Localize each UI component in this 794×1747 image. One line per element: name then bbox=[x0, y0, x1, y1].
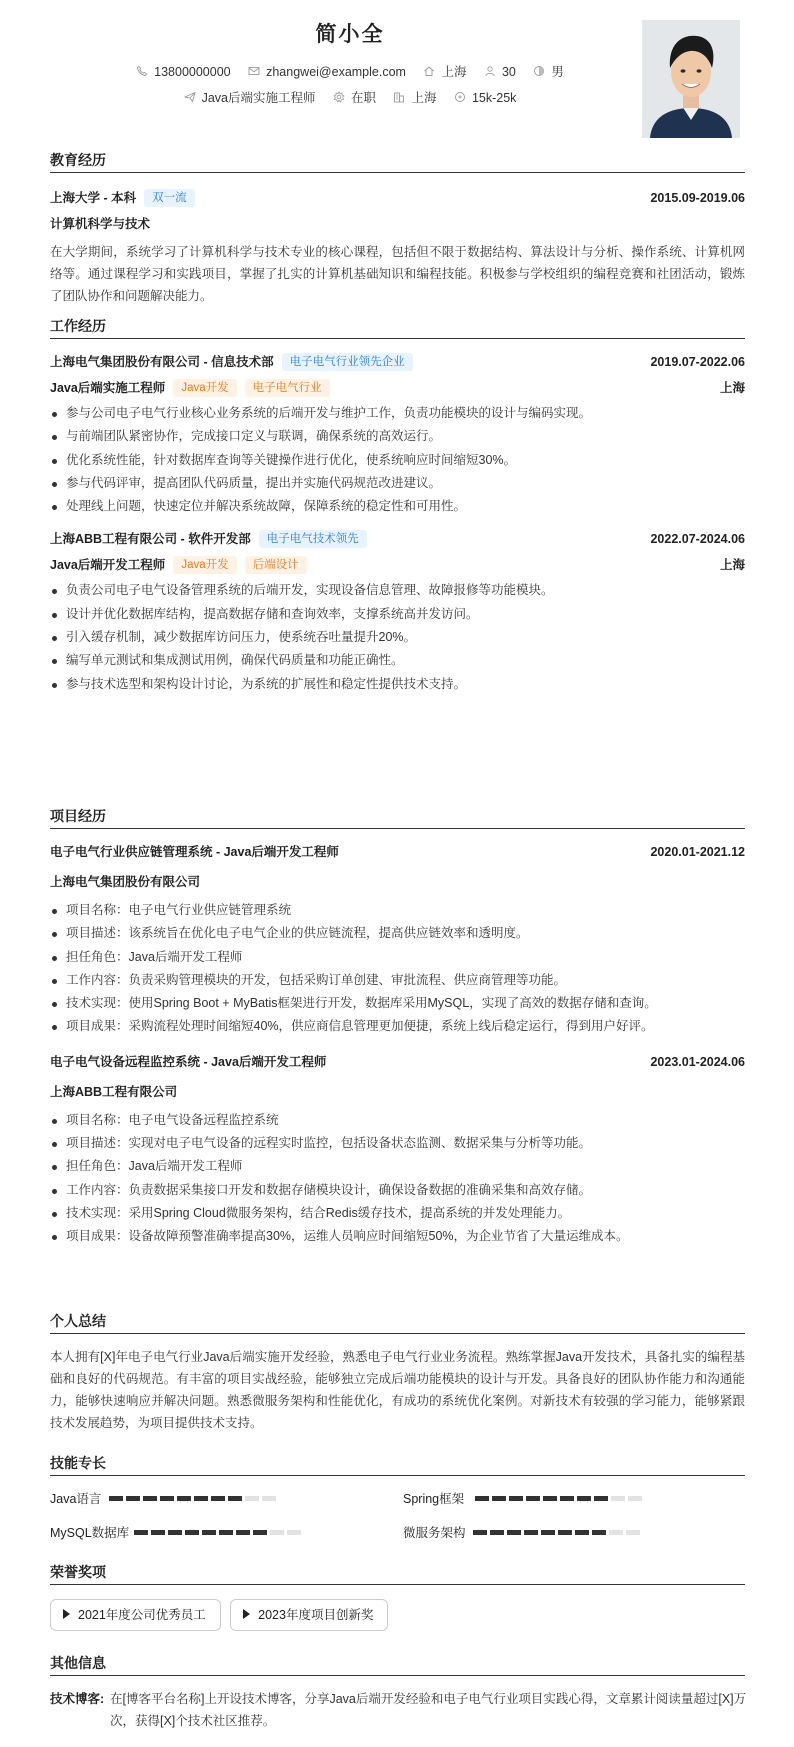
job-role-row bbox=[50, 552, 745, 578]
major-row bbox=[50, 211, 745, 237]
skill-level-segment bbox=[270, 1530, 284, 1535]
major: 计算机科学与技术 bbox=[50, 217, 151, 231]
section-title: 项目经历 bbox=[50, 806, 745, 829]
job-header bbox=[50, 526, 745, 552]
skill-level-segment bbox=[143, 1496, 157, 1501]
project-bullets bbox=[50, 899, 745, 1039]
skill-level-segment bbox=[492, 1496, 506, 1501]
skill-level-segment bbox=[194, 1496, 208, 1501]
list-item: 项目描述：实现对电子电气设备的远程实时监控，包括设备状态监测、数据采集与分析等功能。 bbox=[50, 1132, 745, 1155]
list-item: 参与代码评审，提高团队代码质量，提出并实施代码规范改进建议。 bbox=[50, 472, 745, 495]
section-title: 个人总结 bbox=[50, 1311, 745, 1334]
skill-level-segment bbox=[168, 1530, 182, 1535]
play-icon bbox=[63, 1609, 70, 1619]
job-intent-row bbox=[50, 88, 650, 106]
skill-level-segment bbox=[202, 1530, 216, 1535]
user-icon bbox=[484, 65, 496, 77]
list-item: 项目成果：采购流程处理时间缩短40%，供应商信息管理更加便捷，系统上线后稳定运行，得到用户好评。 bbox=[50, 1015, 745, 1038]
skill-tag: Java开发 bbox=[173, 379, 236, 397]
position-item: Java后端实施工程师 bbox=[184, 88, 316, 106]
mail-icon bbox=[248, 65, 260, 77]
salary-item: 15k-25k bbox=[454, 91, 516, 105]
other-text-line: 在[博客平台名称]上开设技术博客，分享Java后端开发经验和电子电气行业项目实践心得，文章累计阅读量超过[X]万 bbox=[110, 1692, 747, 1706]
summary-text: 本人拥有[X]年电子电气行业Java后端实施开发经验，熟悉电子电气行业业务流程。熟练掌握Java开发技术，具备扎实的编程基础和良好的代码规范。有丰富的项目实战经验，能够独立完成后端功能模块的设计与开发。具备良好的团队协作能力和沟通能力，能够快速响应并解决问题。熟悉微服务架构和性能优化，有成功的系统优化案例。对新技术有较强的学习能力，能够紧跟技术发展趋势，为项目提供技术支持。 bbox=[50, 1350, 745, 1430]
list-item: 处理线上问题，快速定位并解决系统故障，保障系统的稳定性和可用性。 bbox=[50, 495, 745, 518]
skill-level-segment bbox=[509, 1496, 523, 1501]
job-header bbox=[50, 349, 745, 375]
list-item: 担任角色：Java后端开发工程师 bbox=[50, 946, 745, 969]
education-description: 在大学期间，系统学习了计算机科学与技术专业的核心课程，包括但不限于数据结构、算法设计与分析、操作系统、计算机网络等。通过课程学习和实践项目，掌握了扎实的计算机基础知识和编程技能。积极参与学校组织的编程竞赛和社团活动，锻炼了团队协作和问题解决能力。 bbox=[50, 245, 745, 303]
skill-tag: 后端设计 bbox=[245, 556, 307, 574]
honors-section bbox=[50, 1562, 745, 1631]
skill-level-segment bbox=[151, 1530, 165, 1535]
gender-item: 男 bbox=[533, 62, 564, 80]
skill-level-segment bbox=[490, 1530, 504, 1535]
list-item: 项目名称：电子电气设备远程监控系统 bbox=[50, 1109, 745, 1132]
resume-header bbox=[50, 16, 740, 141]
project-period: 2023.01-2024.06 bbox=[650, 1054, 745, 1069]
list-item: 项目名称：电子电气行业供应链管理系统 bbox=[50, 899, 745, 922]
project-name: 电子电气设备远程监控系统 - Java后端开发工程师 bbox=[50, 1054, 327, 1069]
skill-level-segment bbox=[245, 1496, 259, 1501]
project-company-row bbox=[50, 869, 745, 895]
skill-level-segment bbox=[185, 1530, 199, 1535]
job-role-row bbox=[50, 375, 745, 401]
project-company-row bbox=[50, 1079, 745, 1105]
skill-level-segment bbox=[575, 1530, 589, 1535]
skill-level-bar bbox=[134, 1530, 304, 1550]
play-icon bbox=[243, 1609, 250, 1619]
project-company: 上海电气集团股份有限公司 bbox=[50, 875, 201, 889]
job-period: 2019.07-2022.06 bbox=[650, 355, 745, 369]
status-item: 在职 bbox=[333, 88, 376, 106]
honors-list bbox=[50, 1599, 745, 1631]
project-header bbox=[50, 1049, 745, 1075]
job-bullets bbox=[50, 402, 745, 518]
job-role: Java后端开发工程师 bbox=[50, 558, 166, 573]
skill-item bbox=[403, 1523, 743, 1543]
list-item: 编写单元测试和集成测试用例，确保代码质量和功能正确性。 bbox=[50, 649, 745, 672]
skill-level-segment bbox=[287, 1530, 301, 1535]
job-role: Java后端实施工程师 bbox=[50, 381, 166, 395]
skill-level-segment bbox=[177, 1496, 191, 1501]
skill-level-segment bbox=[541, 1530, 555, 1535]
skills-section bbox=[50, 1453, 745, 1543]
list-item: 项目成果：设备故障预警准确率提高30%，运维人员响应时间缩短50%，为企业节省了大量运维成本。 bbox=[50, 1225, 745, 1248]
section-title: 技能专长 bbox=[50, 1453, 745, 1476]
job-period: 2022.07-2024.06 bbox=[650, 532, 745, 547]
skill-level-segment bbox=[594, 1496, 608, 1501]
other-info bbox=[50, 1688, 745, 1732]
project-header bbox=[50, 839, 745, 865]
skill-level-segment bbox=[592, 1530, 606, 1535]
target-city-item: 上海 bbox=[393, 88, 436, 106]
job-location: 上海 bbox=[719, 381, 745, 395]
list-item: 参与技术选型和架构设计讨论，为系统的扩展性和稳定性提供技术支持。 bbox=[50, 673, 745, 696]
phone-icon bbox=[136, 65, 148, 77]
skill-item bbox=[403, 1489, 743, 1509]
list-item: 引入缓存机制，减少数据库访问压力，使系统吞吐量提升20%。 bbox=[50, 626, 745, 649]
skill-level-segment bbox=[109, 1496, 123, 1501]
education-period: 2015.09-2019.06 bbox=[650, 191, 745, 205]
skill-level-segment bbox=[219, 1530, 233, 1535]
skill-level-segment bbox=[626, 1530, 640, 1535]
skill-item bbox=[50, 1523, 390, 1543]
home-icon bbox=[423, 65, 435, 77]
company-tag: 电子电气技术领先 bbox=[259, 530, 367, 548]
list-item: 与前端团队紧密协作，完成接口定义与联调，确保系统的高效运行。 bbox=[50, 425, 745, 448]
skill-level-segment bbox=[262, 1496, 276, 1501]
skill-level-segment bbox=[560, 1496, 574, 1501]
skill-level-segment bbox=[236, 1530, 250, 1535]
list-item: 负责公司电子电气设备管理系统的后端开发，实现设备信息管理、故障报修等功能模块。 bbox=[50, 579, 745, 602]
skill-level-segment bbox=[228, 1496, 242, 1501]
skill-level-segment bbox=[473, 1530, 487, 1535]
company-name: 上海电气集团股份有限公司 - 信息技术部 bbox=[50, 355, 274, 369]
skill-tag: Java开发 bbox=[173, 556, 236, 574]
skill-level-segment bbox=[609, 1530, 623, 1535]
skill-tag: 电子电气行业 bbox=[245, 379, 330, 397]
project-period: 2020.01-2021.12 bbox=[650, 845, 745, 859]
summary-section bbox=[50, 1311, 745, 1434]
skill-item bbox=[50, 1489, 390, 1509]
profile-photo bbox=[642, 20, 740, 138]
honor-item[interactable]: 2021年度公司优秀员工 bbox=[50, 1599, 221, 1631]
skill-level-bar bbox=[475, 1496, 645, 1516]
send-icon bbox=[184, 91, 196, 103]
other-section bbox=[50, 1653, 745, 1732]
section-title: 工作经历 bbox=[50, 316, 745, 339]
skill-level-segment bbox=[524, 1530, 538, 1535]
list-item: 项目描述：该系统旨在优化电子电气企业的供应链流程，提高供应链效率和透明度。 bbox=[50, 922, 745, 945]
skill-level-segment bbox=[134, 1530, 148, 1535]
list-item: 技术实现：采用Spring Cloud微服务架构，结合Redis缓存技术，提高系统的并发处理能力。 bbox=[50, 1202, 745, 1225]
company-name: 上海ABB工程有限公司 - 软件开发部 bbox=[50, 532, 251, 547]
email-item[interactable]: zhangwei@example.com bbox=[248, 65, 406, 79]
list-item: 担任角色：Java后端开发工程师 bbox=[50, 1155, 745, 1178]
skill-level-bar bbox=[473, 1530, 643, 1550]
skill-level-segment bbox=[611, 1496, 625, 1501]
work-section bbox=[50, 316, 745, 696]
other-label: 技术博客: bbox=[50, 1692, 105, 1706]
honor-item[interactable]: 2023年度项目创新奖 bbox=[230, 1599, 388, 1631]
gender-icon bbox=[533, 65, 545, 77]
skill-level-segment bbox=[253, 1530, 267, 1535]
section-title: 荣誉奖项 bbox=[50, 1562, 745, 1585]
skill-level-segment bbox=[475, 1496, 489, 1501]
education-section bbox=[50, 150, 745, 307]
phone-item: 13800000000 bbox=[136, 65, 230, 79]
job-location: 上海 bbox=[719, 558, 745, 573]
list-item: 工作内容：负责采购管理模块的开发，包括采购订单创建、审批流程、供应商管理等功能。 bbox=[50, 969, 745, 992]
skill-level-segment bbox=[211, 1496, 225, 1501]
section-title: 教育经历 bbox=[50, 150, 745, 173]
job-bullets bbox=[50, 579, 745, 695]
list-item: 技术实现：使用Spring Boot + MyBatis框架进行开发，数据库采用MySQL，实现了高效的数据存储和查询。 bbox=[50, 992, 745, 1015]
skill-level-segment bbox=[628, 1496, 642, 1501]
skill-name: Spring框架 bbox=[403, 1492, 465, 1506]
skill-level-segment bbox=[543, 1496, 557, 1501]
age-item: 30 bbox=[484, 65, 516, 79]
list-item: 优化系统性能，针对数据库查询等关键操作进行优化，使系统响应时间缩短30%。 bbox=[50, 449, 745, 472]
education-header bbox=[50, 185, 745, 211]
skill-level-bar bbox=[109, 1496, 279, 1516]
skill-name: 微服务架构 bbox=[403, 1526, 466, 1540]
section-title: 其他信息 bbox=[50, 1653, 745, 1676]
list-item: 工作内容：负责数据采集接口开发和数据存储模块设计，确保设备数据的准确采集和高效存储。 bbox=[50, 1179, 745, 1202]
skill-level-segment bbox=[558, 1530, 572, 1535]
skill-level-segment bbox=[577, 1496, 591, 1501]
gear-icon bbox=[333, 91, 345, 103]
list-item: 设计并优化数据库结构，提高数据存储和查询效率，支撑系统高并发访问。 bbox=[50, 603, 745, 626]
project-bullets bbox=[50, 1109, 745, 1249]
skill-level-segment bbox=[507, 1530, 521, 1535]
project-name: 电子电气行业供应链管理系统 - Java后端开发工程师 bbox=[50, 845, 339, 859]
building-icon bbox=[393, 91, 405, 103]
company-tag: 电子电气行业领先企业 bbox=[282, 353, 413, 371]
contact-row bbox=[50, 62, 650, 80]
project-company: 上海ABB工程有限公司 bbox=[50, 1084, 178, 1099]
school-tag: 双一流 bbox=[144, 189, 195, 207]
skill-level-segment bbox=[126, 1496, 140, 1501]
other-text-line: 次，获得[X]个技术社区推荐。 bbox=[110, 1714, 276, 1728]
school-name: 上海大学 - 本科 bbox=[50, 191, 137, 205]
skill-level-segment bbox=[160, 1496, 174, 1501]
coin-icon bbox=[454, 91, 466, 103]
candidate-name: 简小全 bbox=[315, 23, 385, 46]
city-item: 上海 bbox=[423, 62, 466, 80]
skill-name: Java语言 bbox=[50, 1492, 102, 1506]
skill-name: MySQL数据库 bbox=[50, 1526, 130, 1540]
skill-level-segment bbox=[526, 1496, 540, 1501]
projects-section bbox=[50, 806, 745, 1249]
list-item: 参与公司电子电气行业核心业务系统的后端开发与维护工作，负责功能模块的设计与编码实现。 bbox=[50, 402, 745, 425]
